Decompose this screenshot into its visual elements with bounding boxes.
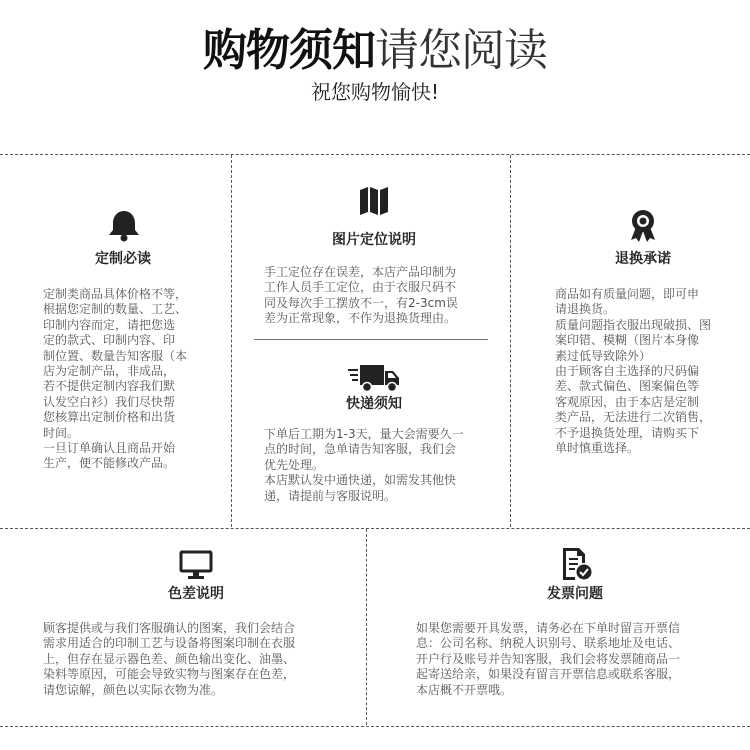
text-line: 由于顾客自主选择的尺码偏 (555, 364, 700, 379)
text-line: 本店概不开票哦。 (416, 682, 513, 697)
column-divider-right (510, 155, 511, 527)
delivery-truck-icon (348, 363, 400, 393)
page-header (0, 0, 750, 150)
map-icon (358, 186, 390, 216)
text-line: 差、款式偏色、图案偏色等 (555, 379, 700, 394)
text-line: 染料等原因，可能会导致实物与图案存在色差， (43, 667, 296, 682)
text-line: 上，但存在显示器色差、颜色输出变化、油墨、 (43, 651, 296, 666)
text-line: 定制类商品具体价格不等， (43, 287, 188, 301)
text-line: 客观原因，由于本店是定制 (555, 394, 700, 409)
text-line: 您核算出定制价格和出货 (43, 410, 176, 425)
invoice-check-icon (560, 547, 592, 581)
text-line: 不予退换货处理，请购买下 (555, 425, 700, 440)
section-text-position (264, 265, 458, 327)
award-ribbon-icon (627, 209, 659, 243)
bottom-divider (0, 726, 750, 727)
text-line: 优先处理。 (264, 457, 325, 472)
text-line: 时间。 (43, 425, 80, 440)
text-line: 店为定制产品，非成品， (43, 364, 176, 379)
monitor-icon (179, 550, 213, 580)
text-line: 递，请提前与客服说明。 (264, 488, 397, 503)
section-text-custom (43, 287, 187, 472)
text-line: 认发空白衫）我们尽快帮 (43, 394, 176, 409)
column-divider-bottom (366, 529, 367, 725)
text-line: 案印错、模糊（图片本身像 (555, 333, 700, 348)
text-line: 一旦订单确认且商品开始 (43, 441, 176, 456)
page-subtitle: 祝您购物愉快! (310, 80, 440, 104)
title-light: 请您阅读 (375, 25, 547, 76)
text-line: 如果您需要开具发票，请务必在下单时留言开票信 (416, 621, 681, 635)
text-line: 工作人员手工定位，由于衣服尺码不 (264, 280, 457, 295)
text-line: 质量问题指衣服出现破损、图 (555, 317, 712, 332)
text-line: 商品如有质量问题，即可申 (555, 287, 700, 301)
section-title-returns: 退换承诺 (615, 251, 671, 267)
section-title-position: 图片定位说明 (332, 232, 416, 248)
text-line: 请您谅解，颜色以实际衣物为准。 (43, 682, 224, 697)
section-text-invoice (416, 621, 680, 698)
text-line: 根据您定制的数量、工艺、 (43, 302, 188, 317)
text-line: 手工定位存在误差，本店产品印制为 (264, 265, 457, 279)
text-line: 点的时间，急单请告知客服，我们会 (264, 442, 457, 457)
middle-divider (0, 528, 750, 529)
text-line: 制位置、数量告知客服（本 (43, 348, 188, 363)
text-line: 素过低导致除外） (555, 348, 652, 363)
bell-icon (106, 209, 142, 243)
text-line: 本店默认发中通快递，如需发其他快 (264, 473, 457, 488)
text-line: 印制内容而定，请把您选 (43, 317, 176, 332)
text-line: 差为正常现象，不作为退换货理由。 (264, 311, 457, 326)
text-line: 息：公司名称、纳税人识别号、联系地址及电话、 (416, 636, 681, 651)
text-line: 定的款式、印制内容、印 (43, 333, 176, 348)
text-line: 请退换货。 (555, 302, 616, 317)
column-divider-left (231, 155, 232, 527)
center-section-divider (254, 339, 488, 340)
page-title (0, 26, 750, 76)
section-text-color (43, 621, 295, 698)
text-line: 同及每次手工摆放不一，有2-3cm误 (264, 295, 458, 310)
text-line: 开户行及账号并告知客服，我们会将发票随商品一 (416, 651, 681, 666)
text-line: 生产，便不能修改产品。 (43, 456, 176, 471)
section-title-invoice: 发票问题 (547, 586, 603, 602)
title-bold: 购物须知 (203, 25, 375, 76)
text-line: 起寄送给亲，如果没有留言开票信息或联系客服， (416, 667, 681, 682)
text-line: 类产品，无法进行二次销售， (555, 410, 712, 425)
text-line: 需求用适合的印制工艺与设备将图案印制在衣服 (43, 636, 296, 651)
text-line: 若不提供定制内容我们默 (43, 379, 176, 394)
section-title-custom: 定制必读 (95, 251, 151, 267)
section-text-returns (555, 287, 711, 456)
top-divider (0, 154, 750, 155)
section-text-shipping (264, 427, 464, 504)
section-title-shipping: 快递须知 (346, 396, 402, 412)
text-line: 下单后工期为1-3天，量大会需要久一 (264, 427, 464, 441)
section-title-color: 色差说明 (168, 586, 224, 602)
text-line: 单时慎重选择。 (555, 441, 640, 456)
text-line: 顾客提供或与我们客服确认的图案，我们会结合 (43, 621, 296, 635)
